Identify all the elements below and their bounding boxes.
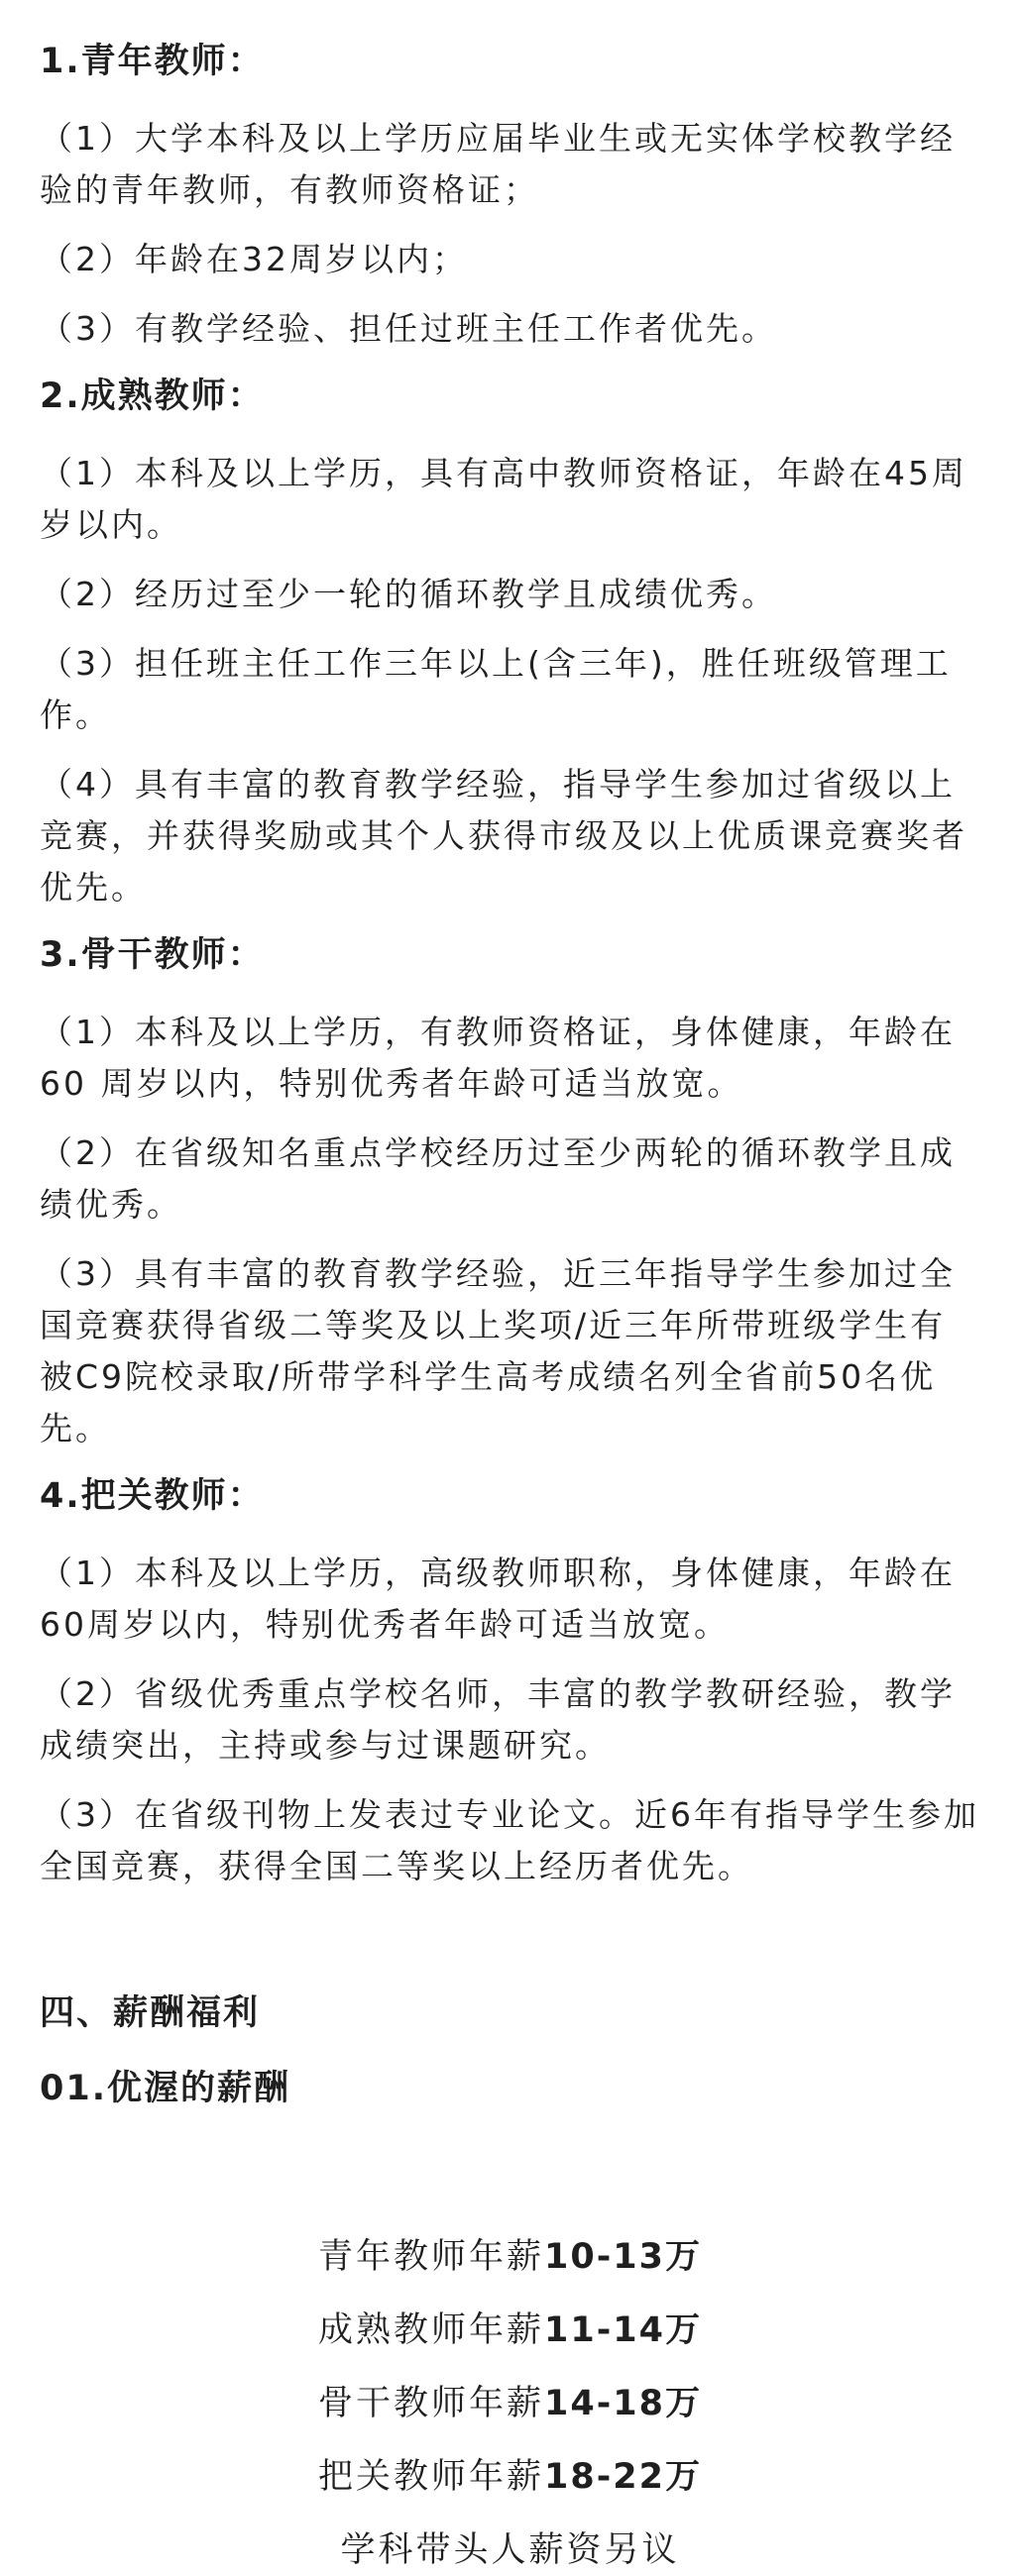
requirement-item: （1）本科及以上学历，具有高中教师资格证，年龄在45周岁以内。 bbox=[40, 454, 967, 544]
salary-label: 骨干教师年薪 bbox=[318, 2384, 545, 2423]
salary-amount: 14-18万 bbox=[544, 2384, 702, 2423]
salary-line-gatekeeper bbox=[40, 2451, 980, 2503]
requirement-item: （2）省级优秀重点学校名师，丰富的教学教研经验，教学成绩突出，主持或参与过课题研究。 bbox=[40, 1674, 956, 1765]
section-title: 4.把关教师： bbox=[40, 1476, 265, 1516]
requirement-item: （2）在省级知名重点学校经历过至少两轮的循环教学且成绩优秀。 bbox=[40, 1133, 956, 1224]
salary-line-backbone bbox=[40, 2378, 980, 2429]
benefits-title: 四、薪酬福利 bbox=[40, 1993, 261, 2033]
salary-label: 把关教师年薪 bbox=[318, 2457, 545, 2497]
requirement-item: （4）具有丰富的教育教学经验，指导学生参加过省级以上竞赛，并获得奖励或其个人获得市级及以上优质课竞赛奖者优先。 bbox=[40, 765, 967, 907]
section-gatekeeper-teacher bbox=[40, 1472, 980, 1892]
benefits-subtitle: 01.优渥的薪酬 bbox=[40, 2069, 291, 2108]
salary-note: 学科带头人薪资另议 bbox=[340, 2530, 680, 2570]
requirement-item: （1）本科及以上学历，高级教师职称，身体健康，年龄在60周岁以内，特别优秀者年龄可适当放宽。 bbox=[40, 1554, 956, 1644]
salary-label: 成熟教师年薪 bbox=[318, 2310, 545, 2350]
requirement-item: （3）具有丰富的教育教学经验，近三年指导学生参加过全国竞赛获得省级二等奖及以上奖项/近三年所带班级学生有被C9院校录取/所带学科学生高考成绩名列全省前50名优先。 bbox=[40, 1254, 956, 1448]
spacer bbox=[40, 1910, 980, 1989]
section-title: 3.骨干教师： bbox=[40, 935, 265, 975]
salary-label: 青年教师年薪 bbox=[318, 2237, 545, 2277]
section-title: 2.成熟教师： bbox=[40, 376, 265, 416]
requirement-item: （1）大学本科及以上学历应届毕业生或无实体学校教学经验的青年教师，有教师资格证； bbox=[40, 119, 956, 209]
requirement-item: （1）本科及以上学历，有教师资格证，身体健康，年龄在60 周岁以内，特别优秀者年龄可适当放宽。 bbox=[40, 1013, 956, 1103]
salary-amount: 11-14万 bbox=[544, 2310, 702, 2350]
requirement-item: （3）担任班主任工作三年以上(含三年)，胜任班级管理工作。 bbox=[40, 644, 952, 734]
requirement-item: （3）有教学经验、担任过班主任工作者优先。 bbox=[40, 309, 777, 348]
section-mature-teacher bbox=[40, 373, 980, 913]
salary-amount: 10-13万 bbox=[544, 2237, 702, 2277]
salary-line-young bbox=[40, 2231, 980, 2283]
salary-amount: 18-22万 bbox=[544, 2457, 702, 2497]
salary-line-mature bbox=[40, 2305, 980, 2356]
section-backbone-teacher bbox=[40, 931, 980, 1454]
requirement-item: （3）在省级刊物上发表过专业论文。近6年有指导学生参加全国竞赛，获得全国二等奖以上经历者优先。 bbox=[40, 1795, 979, 1885]
requirement-item: （2）年龄在32周岁以内； bbox=[40, 240, 468, 278]
salary-list bbox=[40, 2231, 980, 2576]
requirement-item: （2）经历过至少一轮的循环教学且成绩优秀。 bbox=[40, 575, 777, 613]
section-title: 1.青年教师： bbox=[40, 42, 265, 81]
section-young-teacher bbox=[40, 38, 980, 355]
